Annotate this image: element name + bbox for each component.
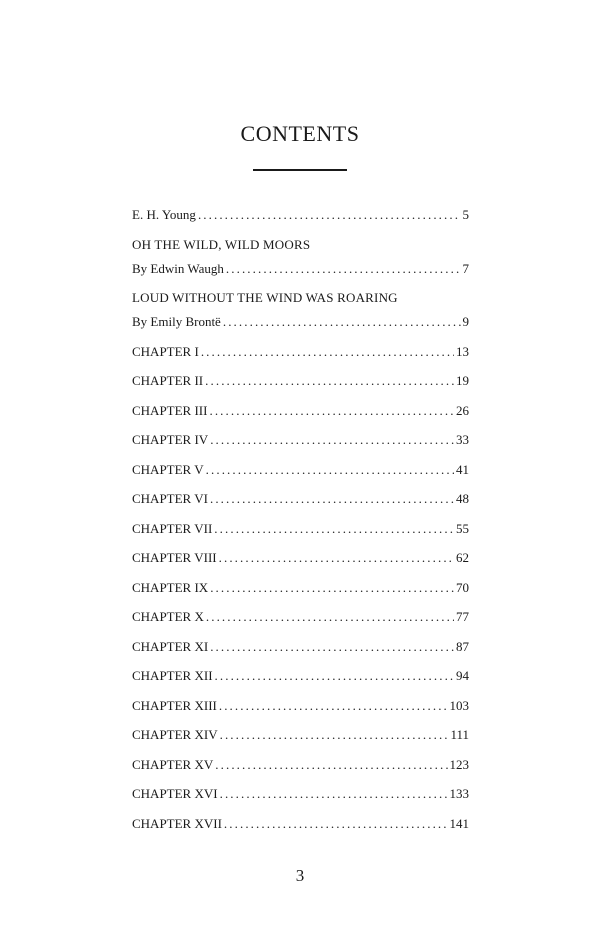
toc-entry-label: CHAPTER XVII xyxy=(132,815,222,831)
toc-entry-label: CHAPTER VIII xyxy=(132,550,217,565)
toc-entry-page: 48 xyxy=(456,491,469,506)
page-number: 3 xyxy=(295,866,305,885)
toc-entry-chapter-12[interactable] xyxy=(132,666,469,686)
toc-leader-dots xyxy=(220,784,448,804)
toc-entry-label: CHAPTER VI xyxy=(132,491,208,506)
toc-entry-page: 94 xyxy=(456,668,469,683)
toc-entry-label: CHAPTER I xyxy=(132,343,199,359)
toc-leader-dots xyxy=(220,725,449,745)
toc-entry-chapter-11[interactable] xyxy=(132,637,469,657)
toc-entry-chapter-4[interactable] xyxy=(132,430,469,450)
toc-entry-label: CHAPTER X xyxy=(132,609,204,624)
toc-entry-label: CHAPTER II xyxy=(132,373,204,388)
toc-entry-page: 9 xyxy=(462,314,469,329)
toc-entry-label: CHAPTER XIII xyxy=(132,697,217,713)
toc-entry-chapter-16[interactable] xyxy=(132,784,469,804)
toc-leader-dots xyxy=(223,312,461,332)
toc-entry-label: CHAPTER IX xyxy=(132,579,209,595)
toc-leader-dots xyxy=(210,637,454,657)
toc-entry-page: 7 xyxy=(462,260,469,276)
toc-entry-page: 77 xyxy=(456,609,469,624)
toc-leader-dots xyxy=(219,696,448,716)
toc-entry-chapter-15[interactable] xyxy=(132,755,469,775)
toc-entry-page: 87 xyxy=(456,638,469,654)
page-title: CONTENTS xyxy=(240,121,360,146)
toc-section-heading: LOUD WITHOUT THE WIND WAS ROARING xyxy=(132,290,398,305)
toc-leader-dots xyxy=(214,519,454,539)
toc-entry-chapter-5[interactable] xyxy=(132,460,469,480)
toc-entry-page: 62 xyxy=(456,550,469,565)
toc-section-heading: OH THE WILD, WILD MOORS xyxy=(132,236,311,252)
toc-entry-chapter-13[interactable] xyxy=(132,696,469,716)
toc-entry-page: 19 xyxy=(456,373,469,388)
toc-entry-label: CHAPTER XIV xyxy=(132,727,218,742)
toc-leader-dots xyxy=(219,548,454,568)
table-of-contents xyxy=(132,205,469,843)
toc-entry-page: 133 xyxy=(449,786,469,801)
toc-entry-chapter-2[interactable] xyxy=(132,371,469,391)
toc-entry-introduction[interactable] xyxy=(132,205,469,225)
title-divider xyxy=(253,169,347,171)
toc-entry-page: 141 xyxy=(449,815,469,831)
toc-entry-page: 33 xyxy=(456,432,469,447)
toc-entry-label: CHAPTER III xyxy=(132,402,208,418)
toc-entry-chapter-7[interactable] xyxy=(132,519,469,539)
toc-leader-dots xyxy=(206,460,454,480)
toc-entry-chapter-14[interactable] xyxy=(132,725,469,745)
toc-entry-label: CHAPTER XI xyxy=(132,638,209,654)
toc-entry-page: 5 xyxy=(462,207,469,222)
toc-entry-poem-waugh[interactable] xyxy=(132,259,469,279)
toc-entry-chapter-8[interactable] xyxy=(132,548,469,568)
toc-entry-chapter-17[interactable] xyxy=(132,814,469,834)
toc-entry-label: CHAPTER V xyxy=(132,461,204,477)
toc-entry-page: 13 xyxy=(456,343,469,359)
toc-entry-chapter-9[interactable] xyxy=(132,578,469,598)
toc-leader-dots xyxy=(205,371,454,391)
toc-entry-label: E. H. Young xyxy=(132,207,196,222)
toc-leader-dots xyxy=(215,666,454,686)
toc-leader-dots xyxy=(224,814,448,834)
toc-leader-dots xyxy=(210,430,454,450)
toc-entry-page: 26 xyxy=(456,402,469,418)
toc-entry-chapter-3[interactable] xyxy=(132,401,469,421)
toc-entry-label: CHAPTER VII xyxy=(132,520,213,536)
toc-entry-chapter-6[interactable] xyxy=(132,489,469,509)
toc-entry-page: 55 xyxy=(456,520,469,536)
toc-leader-dots xyxy=(210,578,454,598)
toc-entry-label: CHAPTER XV xyxy=(132,756,214,772)
toc-entry-page: 41 xyxy=(456,461,469,477)
toc-leader-dots xyxy=(210,489,454,509)
toc-entry-page: 111 xyxy=(450,727,469,742)
toc-entry-chapter-1[interactable] xyxy=(132,342,469,362)
toc-entry-label: CHAPTER XVI xyxy=(132,786,218,801)
toc-leader-dots xyxy=(215,755,447,775)
toc-leader-dots xyxy=(201,342,454,362)
toc-leader-dots xyxy=(206,607,454,627)
toc-entry-page: 103 xyxy=(449,697,469,713)
toc-leader-dots xyxy=(198,205,461,225)
toc-entry-chapter-10[interactable] xyxy=(132,607,469,627)
toc-entry-label: By Edwin Waugh xyxy=(132,260,224,276)
toc-leader-dots xyxy=(209,401,454,421)
toc-entry-label: CHAPTER XII xyxy=(132,668,213,683)
toc-entry-label: By Emily Brontë xyxy=(132,314,221,329)
toc-entry-page: 70 xyxy=(456,579,469,595)
toc-leader-dots xyxy=(226,259,461,279)
toc-entry-poem-bronte[interactable] xyxy=(132,312,469,332)
toc-entry-page: 123 xyxy=(449,756,469,772)
toc-entry-label: CHAPTER IV xyxy=(132,432,209,447)
